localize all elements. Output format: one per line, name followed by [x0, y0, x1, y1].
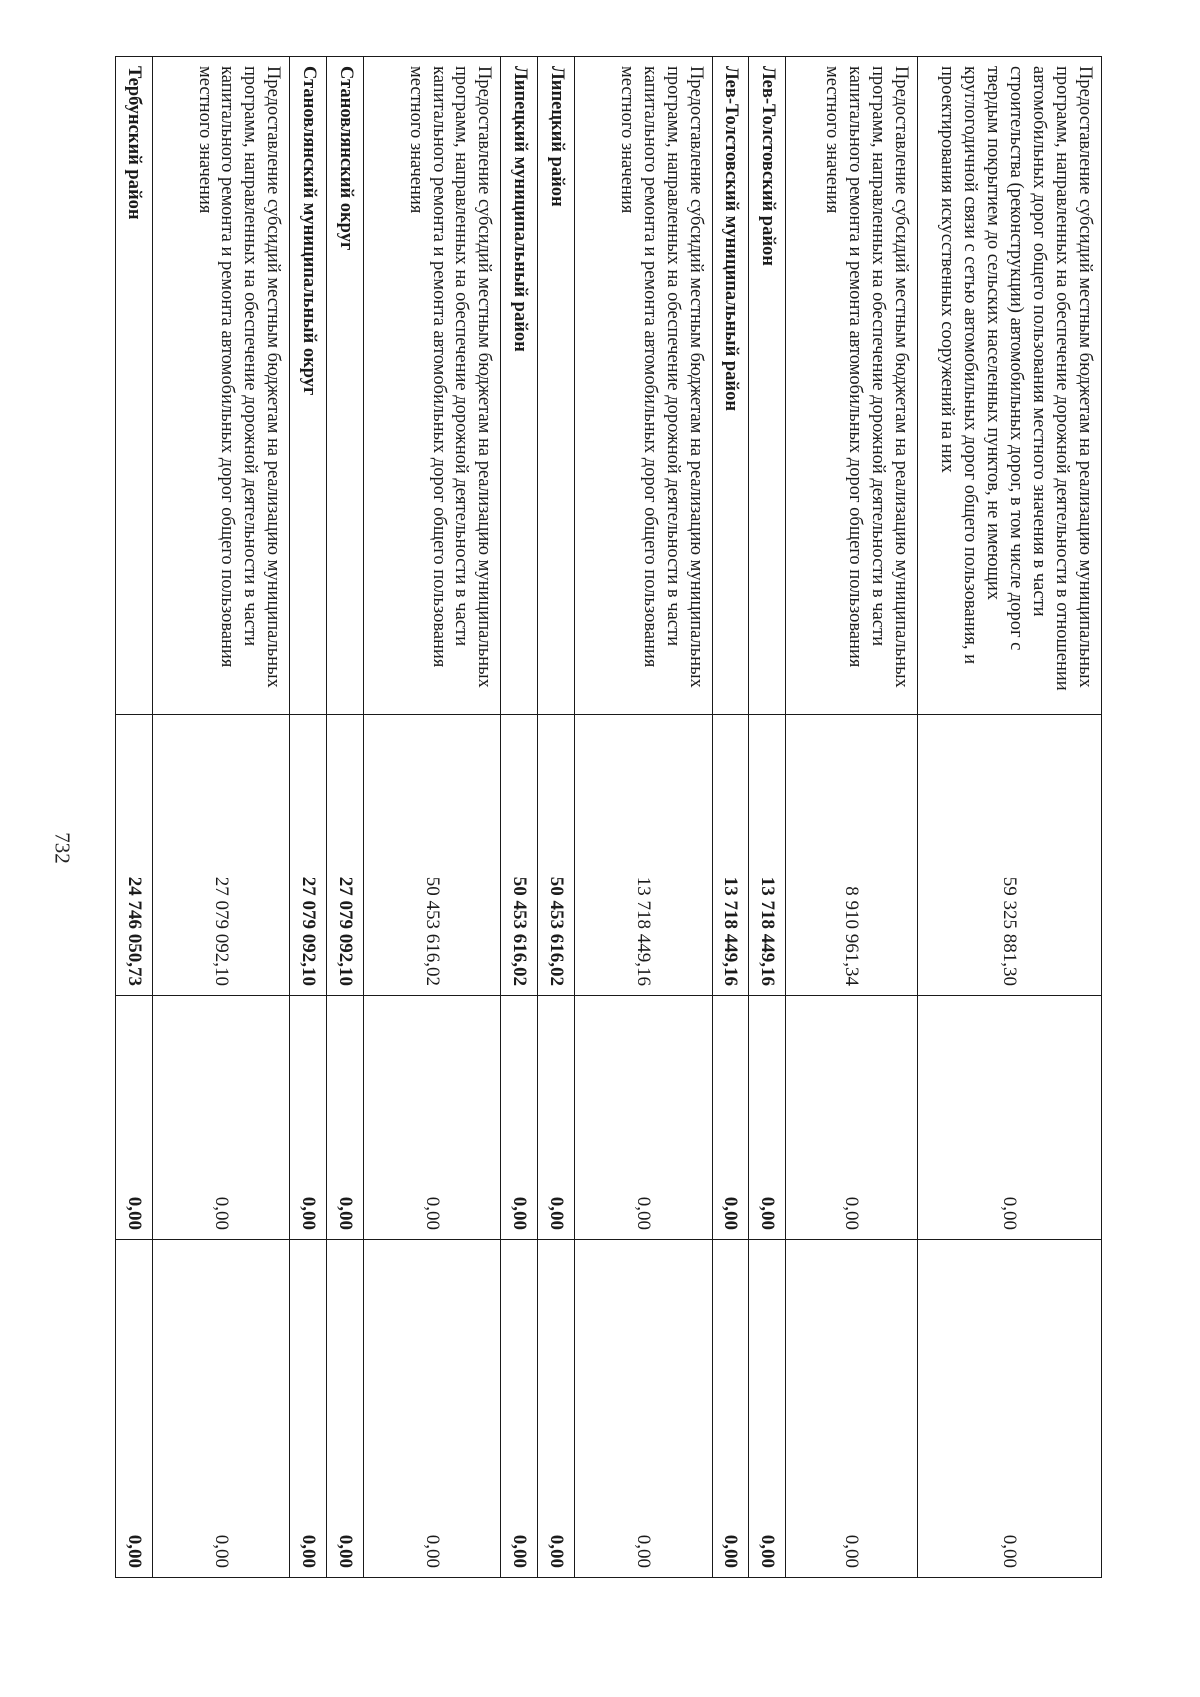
- row-label: Предоставление субсидий местным бюджетам на реализацию муниципальных программ, направленных на обеспечение дорожной деятельности в части капитального ремонта и ремонта автомобильных дорог общего пользования местного значения: [153, 57, 290, 715]
- value-cell: 0,00: [917, 996, 1101, 1240]
- value-cell: 0,00: [153, 996, 290, 1240]
- value-cell: 0,00: [116, 1240, 153, 1578]
- value-cell: 0,00: [290, 1240, 327, 1578]
- value-cell: 0,00: [749, 1240, 786, 1578]
- row-label: Становлянский муниципальный округ: [290, 57, 327, 715]
- value-cell: 0,00: [327, 1240, 364, 1578]
- value-cell: 8 910 961,34: [786, 715, 917, 996]
- value-cell: 0,00: [327, 996, 364, 1240]
- value-cell: 0,00: [749, 996, 786, 1240]
- value-cell: 0,00: [917, 1240, 1101, 1578]
- value-cell: 0,00: [116, 996, 153, 1240]
- value-cell: 0,00: [364, 996, 501, 1240]
- table-row: [786, 57, 917, 1578]
- table-row: [364, 57, 501, 1578]
- value-cell: 0,00: [575, 1240, 712, 1578]
- row-label: Липецкий муниципальный район: [501, 57, 538, 715]
- table-row-municipality: [290, 57, 327, 1578]
- value-cell: 0,00: [290, 996, 327, 1240]
- value-cell: 59 325 881,30: [917, 715, 1101, 996]
- row-label: Предоставление субсидий местным бюджетам на реализацию муниципальных программ, направленных на обеспечение дорожной деятельности в части капитального ремонта и ремонта автомобильных дорог общего пользования местного значения: [364, 57, 501, 715]
- table-row-municipality: [712, 57, 749, 1578]
- row-label: Предоставление субсидий местным бюджетам на реализацию муниципальных программ, направленных на обеспечение дорожной деятельности в отношении автомобильных дорог общего пользования местного значения в части строительства (реконструкции) автомобильных дорог, в том числе дорог с твердым покрытием до сельских населенных пунктов, не имеющих круглогодичной связи с сетью автомобильных дорог общего пользования, и проектирования искусственных сооружений на них: [917, 57, 1101, 715]
- table-row: [575, 57, 712, 1578]
- value-cell: 13 718 449,16: [712, 715, 749, 996]
- budget-table: [115, 56, 1102, 1578]
- page-number: 732: [50, 832, 75, 864]
- value-cell: 0,00: [501, 996, 538, 1240]
- table-row-district: [327, 57, 364, 1578]
- value-cell: 50 453 616,02: [364, 715, 501, 996]
- row-label: Лев-Толстовский район: [749, 57, 786, 715]
- row-label: Предоставление субсидий местным бюджетам на реализацию муниципальных программ, направленных на обеспечение дорожной деятельности в части капитального ремонта и ремонта автомобильных дорог общего пользования местного значения: [575, 57, 712, 715]
- value-cell: 0,00: [364, 1240, 501, 1578]
- value-cell: 0,00: [575, 996, 712, 1240]
- table-row-district: [749, 57, 786, 1578]
- value-cell: 0,00: [786, 996, 917, 1240]
- table-row: [917, 57, 1101, 1578]
- value-cell: 0,00: [712, 996, 749, 1240]
- value-cell: 0,00: [712, 1240, 749, 1578]
- value-cell: 27 079 092,10: [153, 715, 290, 996]
- value-cell: 50 453 616,02: [501, 715, 538, 996]
- value-cell: 24 746 050,73: [116, 715, 153, 996]
- row-label: Предоставление субсидий местным бюджетам на реализацию муниципальных программ, направленных на обеспечение дорожной деятельности в части капитального ремонта и ремонта автомобильных дорог общего пользования местного значения: [786, 57, 917, 715]
- value-cell: 13 718 449,16: [749, 715, 786, 996]
- table-row-district: [116, 57, 153, 1578]
- value-cell: 0,00: [501, 1240, 538, 1578]
- value-cell: 0,00: [786, 1240, 917, 1578]
- table-row-district: [538, 57, 575, 1578]
- row-label: Тербунский район: [116, 57, 153, 715]
- row-label: Лев-Толстовский муниципальный район: [712, 57, 749, 715]
- value-cell: 0,00: [538, 996, 575, 1240]
- value-cell: 27 079 092,10: [327, 715, 364, 996]
- value-cell: 0,00: [153, 1240, 290, 1578]
- value-cell: 13 718 449,16: [575, 715, 712, 996]
- value-cell: 0,00: [538, 1240, 575, 1578]
- value-cell: 27 079 092,10: [290, 715, 327, 996]
- row-label: Становлянский округ: [327, 57, 364, 715]
- row-label: Липецкий район: [538, 57, 575, 715]
- table-row: [153, 57, 290, 1578]
- table-row-municipality: [501, 57, 538, 1578]
- value-cell: 50 453 616,02: [538, 715, 575, 996]
